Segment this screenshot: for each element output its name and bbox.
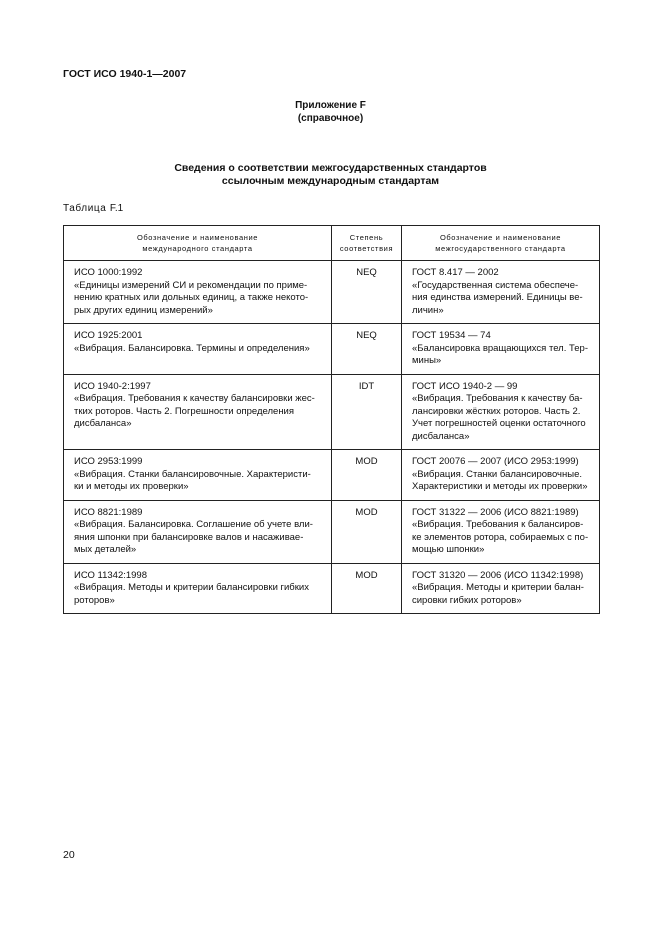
cell-text-line: «Вибрация. Требования к качеству ба- (412, 393, 583, 404)
cell-text-line: сировки гибких роторов» (412, 594, 522, 606)
cell-text-line: ГОСТ 20076 — 2007 (ИСО 2953:1999) (412, 456, 579, 467)
table-caption-number: F.1 (109, 203, 124, 214)
cell-text-line: ГОСТ 8.417 — 2002 (412, 267, 499, 278)
cell-text-line: «Вибрация. Методы и критерии балансировки гибких (74, 582, 309, 593)
cell-text-line: «Вибрация. Станки балансировочные. Характеристи- (74, 468, 311, 480)
cell-text-line: роторов» (74, 594, 115, 606)
cell-text-line: рых других единиц измерений» (74, 304, 213, 316)
table-row (64, 324, 600, 375)
interstate-standard-cell (402, 324, 600, 375)
cell-text-line: ГОСТ 31320 — 2006 (ИСО 11342:1998) (412, 569, 584, 581)
degree-cell: MOD (332, 450, 402, 501)
section-title-line-2: ссылочным международным стандартам (221, 175, 440, 187)
table-row (64, 374, 600, 450)
cell-text-line: «Государственная система обеспече- (412, 279, 579, 291)
table-row (64, 563, 600, 614)
cell-text-line: ния единства измерений. Единицы ве- (412, 292, 583, 303)
cell-text-line: «Вибрация. Требования к качеству балансировки жес- (74, 393, 315, 404)
cell-text-line: личин» (412, 304, 444, 316)
document-code: ГОСТ ИСО 1940-1—2007 (63, 68, 187, 80)
header-text-line: Степень (349, 233, 384, 242)
cell-text-line: ИСО 1925:2001 (74, 330, 143, 341)
cell-text-line: «Вибрация. Требования к балансиров- (412, 519, 584, 530)
interstate-standard-cell (402, 374, 600, 450)
cell-text-line: ИСО 1940-2:1997 (74, 380, 151, 392)
annex-subtitle: (справочное) (297, 113, 364, 124)
cell-text-line: тких роторов. Часть 2. Погрешности определения (74, 405, 295, 417)
degree-cell: NEQ (332, 261, 402, 324)
page-number: 20 (63, 849, 75, 861)
header-text-line: Обозначение и наименование (439, 233, 562, 242)
cell-text-line: мины» (412, 355, 442, 366)
header-degree (332, 226, 402, 261)
cell-text-line: Учет погрешностей оценки остаточного (412, 418, 586, 429)
table-row (64, 450, 600, 501)
header-interstate-standard (402, 226, 600, 261)
table-header-row (64, 226, 600, 261)
intl-standard-cell (64, 324, 332, 375)
degree-cell: MOD (332, 563, 402, 614)
cell-text-line: мых деталей» (74, 544, 137, 555)
degree-cell: IDT (332, 374, 402, 450)
cell-text-line: «Вибрация. Методы и критерии балан- (412, 582, 584, 593)
header-text-line: международного стандарта (142, 244, 253, 253)
cell-text-line: лансировки жёстких роторов. Часть 2. (412, 405, 581, 417)
header-text-line: Обозначение и наименование (136, 233, 259, 242)
cell-text-line: ГОСТ ИСО 1940-2 — 99 (412, 380, 518, 392)
intl-standard-cell (64, 261, 332, 324)
cell-text-line: яния шпонки при балансировке валов и насаживае- (74, 531, 304, 543)
table-caption-word: Таблица (63, 203, 107, 214)
cell-text-line: «Вибрация. Балансировка. Соглашение об учете вли- (74, 519, 313, 530)
header-text-line: межгосударственного стандарта (435, 244, 566, 253)
cell-text-line: ИСО 8821:1989 (74, 506, 143, 518)
cell-text-line: ГОСТ 31322 — 2006 (ИСО 8821:1989) (412, 506, 579, 518)
interstate-standard-cell (402, 450, 600, 501)
degree-cell: MOD (332, 500, 402, 563)
table-row (64, 500, 600, 563)
cell-text-line: «Балансировка вращающихся тел. Тер- (412, 342, 589, 354)
section-title-line-1: Сведения о соответствии межгосударственных стандартов (174, 162, 487, 174)
cell-text-line: ГОСТ 19534 — 74 (412, 330, 491, 341)
cell-text-line: ИСО 1000:1992 (74, 267, 143, 278)
cell-text-line: дисбаланса» (412, 430, 470, 442)
cell-text-line: ИСО 2953:1999 (74, 456, 143, 467)
cell-text-line: ИСО 11342:1998 (74, 569, 147, 581)
cell-text-line: «Вибрация. Балансировка. Термины и определения» (74, 342, 310, 354)
correspondence-table (63, 225, 600, 614)
header-intl-standard (64, 226, 332, 261)
cell-text-line: «Вибрация. Станки балансировочные. (412, 468, 583, 480)
cell-text-line: мощью шпонки» (412, 544, 485, 555)
annex-title: Приложение F (295, 100, 366, 111)
header-text-line: соответствия (339, 244, 394, 253)
cell-text-line: нению кратных или дольных единиц, а также некото- (74, 292, 309, 303)
table-row (64, 261, 600, 324)
intl-standard-cell (64, 374, 332, 450)
cell-text-line: ки и методы их проверки» (74, 481, 189, 492)
cell-text-line: «Единицы измерений СИ и рекомендации по приме- (74, 279, 308, 291)
section-title (0, 162, 661, 188)
cell-text-line: Характеристики и методы их проверки» (412, 481, 588, 492)
cell-text-line: ке элементов ротора, собираемых с по- (412, 531, 589, 543)
table-body (64, 261, 600, 614)
interstate-standard-cell (402, 563, 600, 614)
intl-standard-cell (64, 450, 332, 501)
interstate-standard-cell (402, 500, 600, 563)
table-caption (63, 203, 123, 214)
interstate-standard-cell (402, 261, 600, 324)
intl-standard-cell (64, 563, 332, 614)
degree-cell: NEQ (332, 324, 402, 375)
annex-heading (0, 99, 661, 125)
intl-standard-cell (64, 500, 332, 563)
cell-text-line: дисбаланса» (74, 418, 132, 429)
